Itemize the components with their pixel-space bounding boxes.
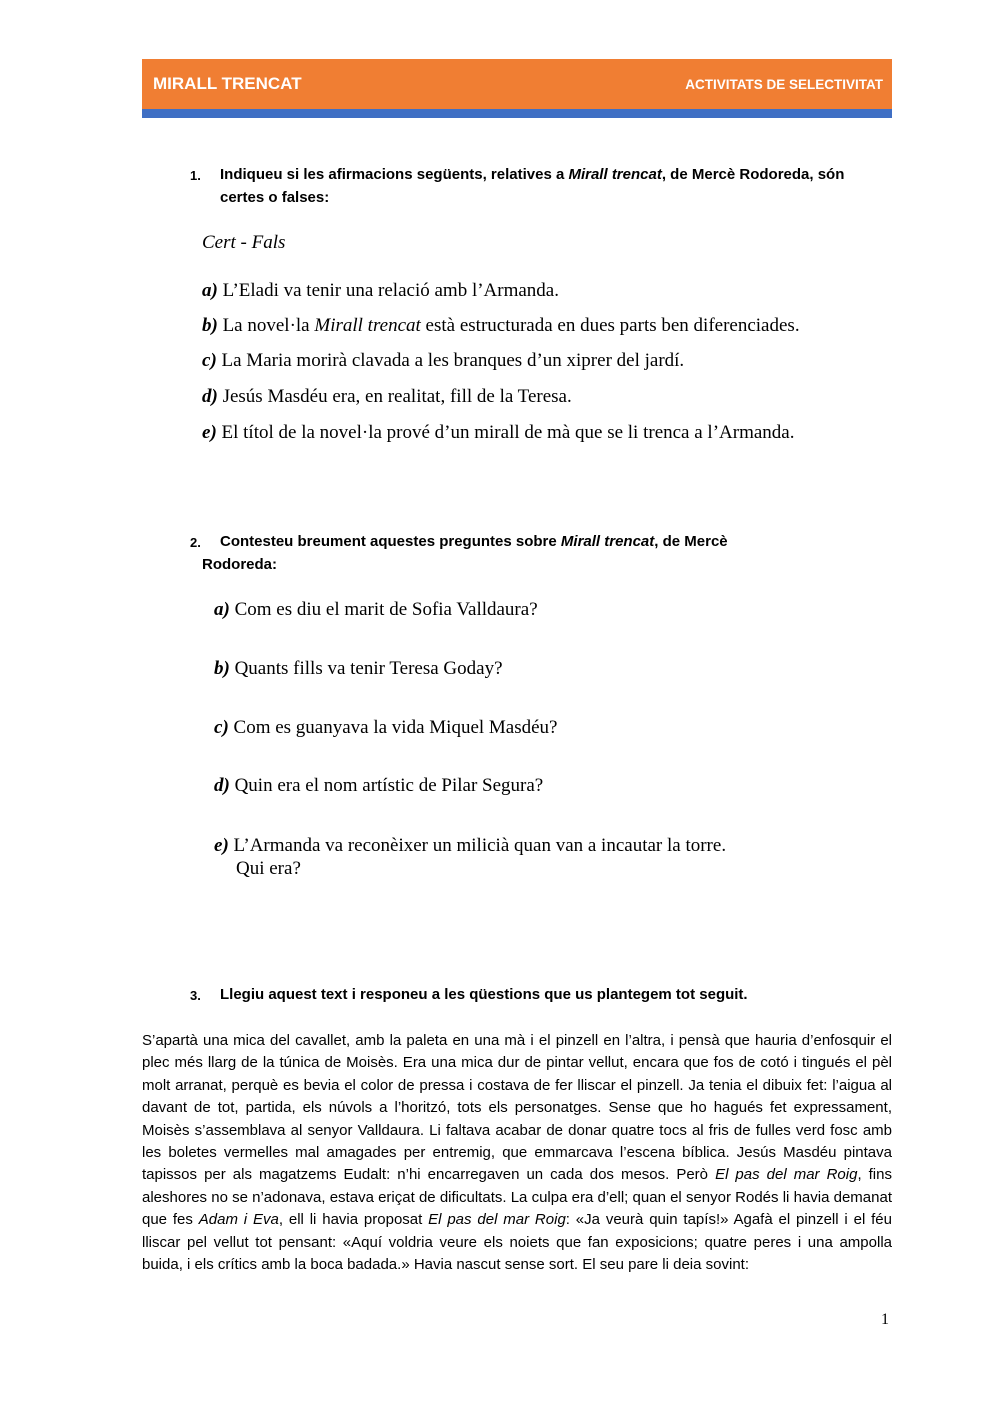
question-1-heading (190, 163, 900, 213)
q1-item-b-italic: Mirall trencat (314, 315, 421, 336)
page-header (142, 59, 892, 109)
q2-item-e-letter: e (214, 835, 223, 856)
q2-item-a-letter: a (214, 599, 224, 620)
q1-item-e-text: El títol de la novel·la prové d’un mirall de mà que se li trenca a l’Armanda. (221, 422, 795, 443)
question-1-title-italic: Mirall trencat (568, 166, 662, 183)
question-1-text-b: , de Mercè Rodoreda, són (661, 166, 845, 183)
question-2-text-a: Contesteu breument aquestes preguntes sobre (220, 533, 561, 550)
q1-item-e-letter: e (202, 422, 211, 443)
passage-part-3: , ell li havia proposat (278, 1211, 429, 1229)
q2-item-e-text: L’Armanda va reconèixer un milicià quan van a incautar la torre. (233, 835, 727, 856)
passage-italic-1: El pas del mar Roig (715, 1166, 858, 1184)
q1-item-b-letter: b (202, 315, 212, 336)
true-false-label: Cert - Fals (202, 232, 286, 253)
question-2-heading (190, 530, 900, 580)
q2-item-c: c) Com es guanyava la vida Miquel Masdéu? (214, 717, 558, 738)
q1-item-a: a) L’Eladi va tenir una relació amb l’Armanda. (202, 280, 559, 301)
q2-item-a-text: Com es diu el marit de Sofia Valldaura? (234, 599, 538, 620)
question-2-text-b: , de Mercè (654, 533, 728, 550)
passage-part-2: , fins aleshores no se n’adonava, estava eriçat de dificultats. La culpa era d’ell; quan el senyor Rodés li havia demanat que fes (142, 1166, 892, 1229)
question-2-number: 2. (190, 535, 201, 550)
q1-item-b-pre: La novel·la (222, 315, 315, 336)
question-1-text-a: Indiqueu si les afirmacions següents, relatives a (220, 166, 569, 183)
header-divider-bar (142, 109, 892, 118)
question-3-text: Llegiu aquest text i responeu a les qüestions que us plantegem tot seguit. (220, 986, 748, 1003)
question-3-heading (190, 983, 900, 1009)
q1-item-e: e) El títol de la novel·la prové d’un mirall de mà que se li trenca a l’Armanda. (202, 422, 795, 443)
page-number: 1 (881, 1311, 889, 1328)
q2-item-e-text-line2: Qui era? (236, 858, 301, 879)
q2-item-c-letter: c (214, 717, 223, 738)
question-2-text-line2: Rodoreda: (202, 556, 277, 573)
q2-item-d: d) Quin era el nom artístic de Pilar Segura? (214, 775, 544, 796)
q1-item-c: c) La Maria morirà clavada a les branques d’un xiprer del jardí. (202, 350, 685, 371)
q2-item-e: e) L’Armanda va reconèixer un milicià quan van a incautar la torre. (214, 835, 727, 856)
question-1-text-line2: certes o falses: (220, 189, 330, 206)
q2-item-d-letter: d (214, 775, 224, 796)
q1-item-d-letter: d (202, 386, 212, 407)
q1-item-b: b) La novel·la Mirall trencat està estructurada en dues parts ben diferenciades. (202, 315, 800, 336)
q2-item-b-letter: b (214, 658, 224, 679)
q1-item-a-text: L’Eladi va tenir una relació amb l’Armanda. (222, 280, 559, 301)
question-3-number: 3. (190, 988, 201, 1003)
passage-italic-2: Adam i Eva (198, 1211, 279, 1229)
header-subtitle: ACTIVITATS DE SELECTIVITAT (685, 77, 883, 92)
passage-italic-3: El pas del mar Roig (428, 1211, 566, 1229)
q2-item-a: a) Com es diu el marit de Sofia Valldaura? (214, 599, 538, 620)
q2-item-b: b) Quants fills va tenir Teresa Goday? (214, 658, 503, 679)
question-2-title-italic: Mirall trencat (560, 533, 655, 550)
question-1-number: 1. (190, 168, 201, 183)
q2-item-d-text: Quin era el nom artístic de Pilar Segura? (234, 775, 544, 796)
header-title: MIRALL TRENCAT (153, 74, 302, 93)
q1-item-d: d) Jesús Masdéu era, en realitat, fill de la Teresa. (202, 386, 572, 407)
q1-item-c-letter: c (202, 350, 211, 371)
q2-item-b-text: Quants fills va tenir Teresa Goday? (234, 658, 503, 679)
q2-item-c-text: Com es guanyava la vida Miquel Masdéu? (233, 717, 558, 738)
passage-part-1: S’apartà una mica del cavallet, amb la paleta en una mà i el pinzell en l’altra, i pensà que hauria d’enfosquir el plec més llarg de la túnica de Moisès. Era una mica dur de pintar vellut, encara que fos de cotó i tingués el pèl molt arranat, perquè es bevia el color de pressa i costava de fer lliscar el pinzell. Ja tenia el dibuix fet: l’aigua al davant de tot, partida, els núvols a l’horitzó, tots els personatges. Sense que ho hagués fet expressament, Moisès s’assemblava al senyor Valldaura. Li faltava acabar de donar quatre tocs al fris de fulles verd fosc amb les boletes vermelles mal amagades per entremig, que emmarcava l’escena bíblica. Jesús Masdéu pintava tapissos per als magatzems Eudalt: n’hi encarregaven un cada dos mesos. Però (142, 1032, 892, 1184)
q1-item-c-text: La Maria morirà clavada a les branques d’un xiprer del jardí. (221, 350, 685, 371)
passage-part-4: : «Ja veurà quin tapís!» Agafà el pinzell i el féu lliscar pel vellut tot pensant: «Aquí voldria veure els noiets que fan exposicions; quatre peres i una ampolla buida, i els crítics amb la boca badada.» Havia nascut sense sort. El seu pare li deia sovint: (142, 1211, 892, 1274)
q1-item-b-post: està estructurada en dues parts ben diferenciades. (420, 315, 800, 336)
q1-item-a-letter: a (202, 280, 212, 301)
q1-item-d-text: Jesús Masdéu era, en realitat, fill de la Teresa. (222, 386, 572, 407)
reading-passage (142, 1030, 892, 1276)
